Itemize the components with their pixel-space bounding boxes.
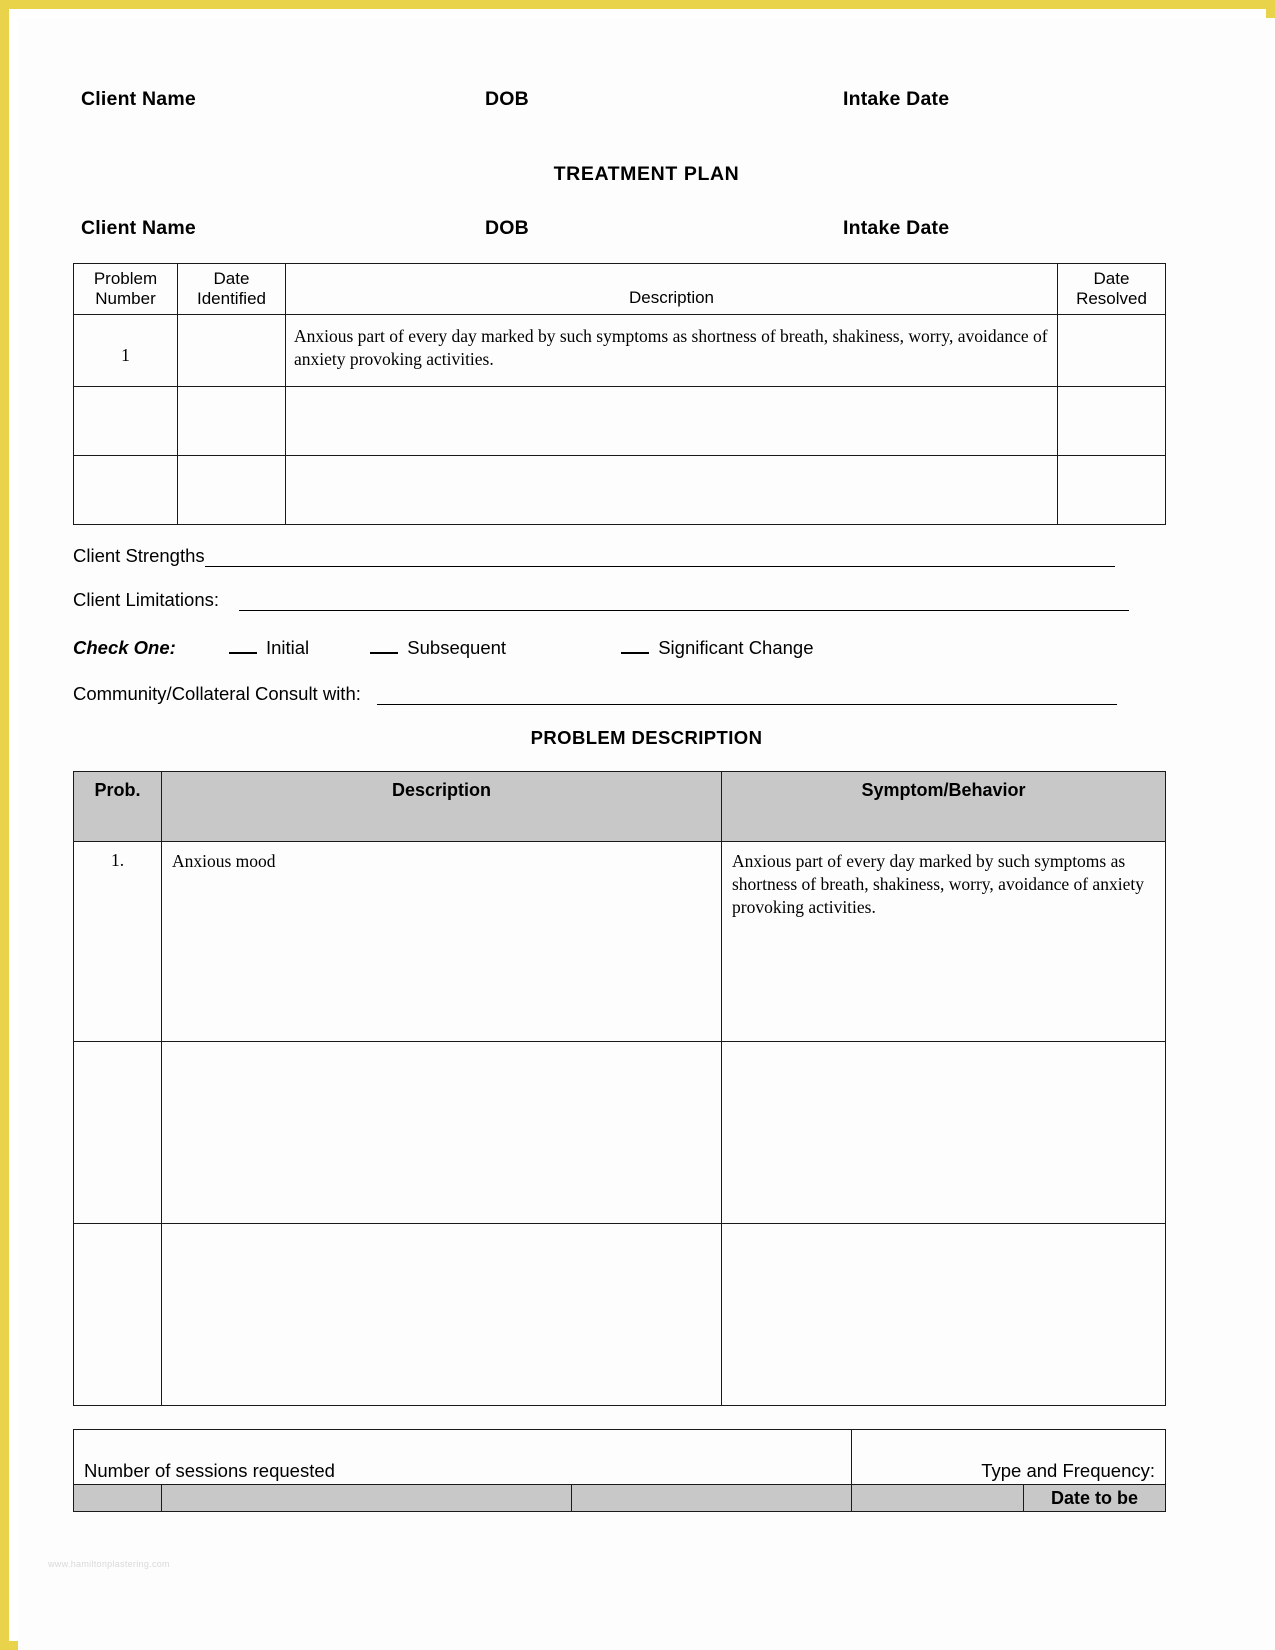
client-limitations-input[interactable] [239, 595, 1129, 611]
type-frequency-label: Type and Frequency: [981, 1460, 1156, 1481]
problem-list-table [73, 263, 1166, 525]
cell-desc-description[interactable] [162, 1042, 722, 1224]
check-option-initial[interactable] [229, 637, 309, 659]
page-canvas [18, 18, 1275, 1650]
cell-date-identified[interactable] [178, 456, 286, 525]
checkbox-initial[interactable] [229, 639, 257, 654]
cell-prob-number[interactable] [74, 1042, 162, 1224]
table-row[interactable] [74, 315, 1166, 387]
check-option-subsequent-label: Subsequent [407, 637, 507, 658]
header-date-resolved-line2: Resolved [1076, 289, 1147, 309]
cell-symptom-behavior[interactable]: Anxious part of every day marked by such symptoms as shortness of breath, shakiness, worry, avoidance of anxiety provoking activities. [722, 842, 1166, 1042]
cell-prob-number[interactable]: 1. [74, 842, 162, 1042]
table-row[interactable] [74, 842, 1166, 1042]
problem-table-header-row [74, 264, 1166, 315]
cell-problem-number[interactable]: 1 [74, 315, 178, 387]
header-symptom-behavior: Symptom/Behavior [722, 772, 1166, 842]
table-row[interactable] [74, 456, 1166, 525]
cell-date-identified[interactable] [178, 315, 286, 387]
footer-labels-row[interactable] [74, 1430, 1166, 1485]
header-date-identified [178, 264, 286, 315]
header-date-identified-line2: Identified [197, 289, 266, 309]
cell-date-resolved[interactable] [1058, 315, 1166, 387]
check-one-label: Check One: [73, 637, 176, 658]
table-row[interactable] [74, 387, 1166, 456]
header-problem-number-line1: Problem [93, 269, 158, 288]
cell-desc-description[interactable]: Anxious mood [162, 842, 722, 1042]
site-watermark: www.hamiltonplastering.com [48, 1559, 170, 1569]
date-to-be-label: Date to be [1024, 1485, 1166, 1512]
cell-problem-number[interactable] [74, 387, 178, 456]
gray-cell-sessions-value[interactable] [162, 1485, 572, 1512]
cell-date-identified[interactable] [178, 387, 286, 456]
check-option-significant-change[interactable] [621, 637, 813, 659]
top-header-intake-date: Intake Date [843, 88, 950, 110]
check-option-subsequent[interactable] [370, 637, 506, 659]
second-header-client-name: Client Name [81, 217, 196, 239]
desc-table-header-row [74, 772, 1166, 842]
sessions-requested-label: Number of sessions requested [84, 1460, 335, 1481]
table-row[interactable] [74, 1224, 1166, 1406]
second-header-row [73, 217, 1173, 247]
sessions-requested-field[interactable] [74, 1430, 852, 1485]
gray-cell-middle[interactable] [572, 1485, 852, 1512]
header-date-identified-line1: Date [213, 269, 250, 288]
header-problem-number [74, 264, 178, 315]
cell-symptom-behavior[interactable] [722, 1042, 1166, 1224]
header-description: Description [286, 264, 1058, 315]
type-frequency-field[interactable] [852, 1430, 1166, 1485]
top-header-row [73, 88, 1173, 118]
second-header-intake-date: Intake Date [843, 217, 950, 239]
gray-cell-prob[interactable] [74, 1485, 162, 1512]
header-prob: Prob. [74, 772, 162, 842]
client-strengths-input[interactable] [205, 551, 1115, 567]
checkbox-significant-change[interactable] [621, 639, 649, 654]
document-title: TREATMENT PLAN [553, 163, 740, 185]
client-limitations-field[interactable] [73, 589, 1165, 615]
checkbox-subsequent[interactable] [370, 639, 398, 654]
consult-input[interactable] [377, 689, 1117, 705]
problem-description-section-title: PROBLEM DESCRIPTION [530, 727, 763, 748]
cell-date-resolved[interactable] [1058, 456, 1166, 525]
cell-symptom-behavior[interactable] [722, 1224, 1166, 1406]
header-date-resolved-line1: Date [1093, 269, 1130, 288]
check-option-significant-change-label: Significant Change [658, 637, 814, 658]
cell-description[interactable]: Anxious part of every day marked by such symptoms as shortness of breath, shakiness, worry, avoidance of anxiety provoking activities. [286, 315, 1058, 387]
cell-problem-number[interactable] [74, 456, 178, 525]
top-header-dob: DOB [485, 88, 529, 110]
top-header-client-name: Client Name [81, 88, 196, 110]
header-problem-number-line2: Number [95, 289, 156, 309]
cell-description[interactable] [286, 456, 1058, 525]
gray-cell-type-frequency-value[interactable] [852, 1485, 1024, 1512]
problem-description-table [73, 771, 1166, 1406]
client-strengths-label: Client Strengths [73, 545, 205, 566]
footer-table [73, 1429, 1166, 1512]
second-header-dob: DOB [485, 217, 529, 239]
consult-field[interactable] [73, 683, 1165, 709]
cell-prob-number[interactable] [74, 1224, 162, 1406]
header-date-resolved [1058, 264, 1166, 315]
cell-description[interactable] [286, 387, 1058, 456]
client-limitations-label: Client Limitations: [73, 589, 220, 610]
client-strengths-field[interactable] [73, 545, 1165, 571]
consult-label: Community/Collateral Consult with: [73, 683, 361, 704]
check-option-initial-label: Initial [265, 637, 310, 658]
check-one-group [73, 637, 1165, 665]
footer-gray-band-row[interactable] [74, 1485, 1166, 1512]
table-row[interactable] [74, 1042, 1166, 1224]
header-desc-description: Description [162, 772, 722, 842]
cell-desc-description[interactable] [162, 1224, 722, 1406]
cell-date-resolved[interactable] [1058, 387, 1166, 456]
